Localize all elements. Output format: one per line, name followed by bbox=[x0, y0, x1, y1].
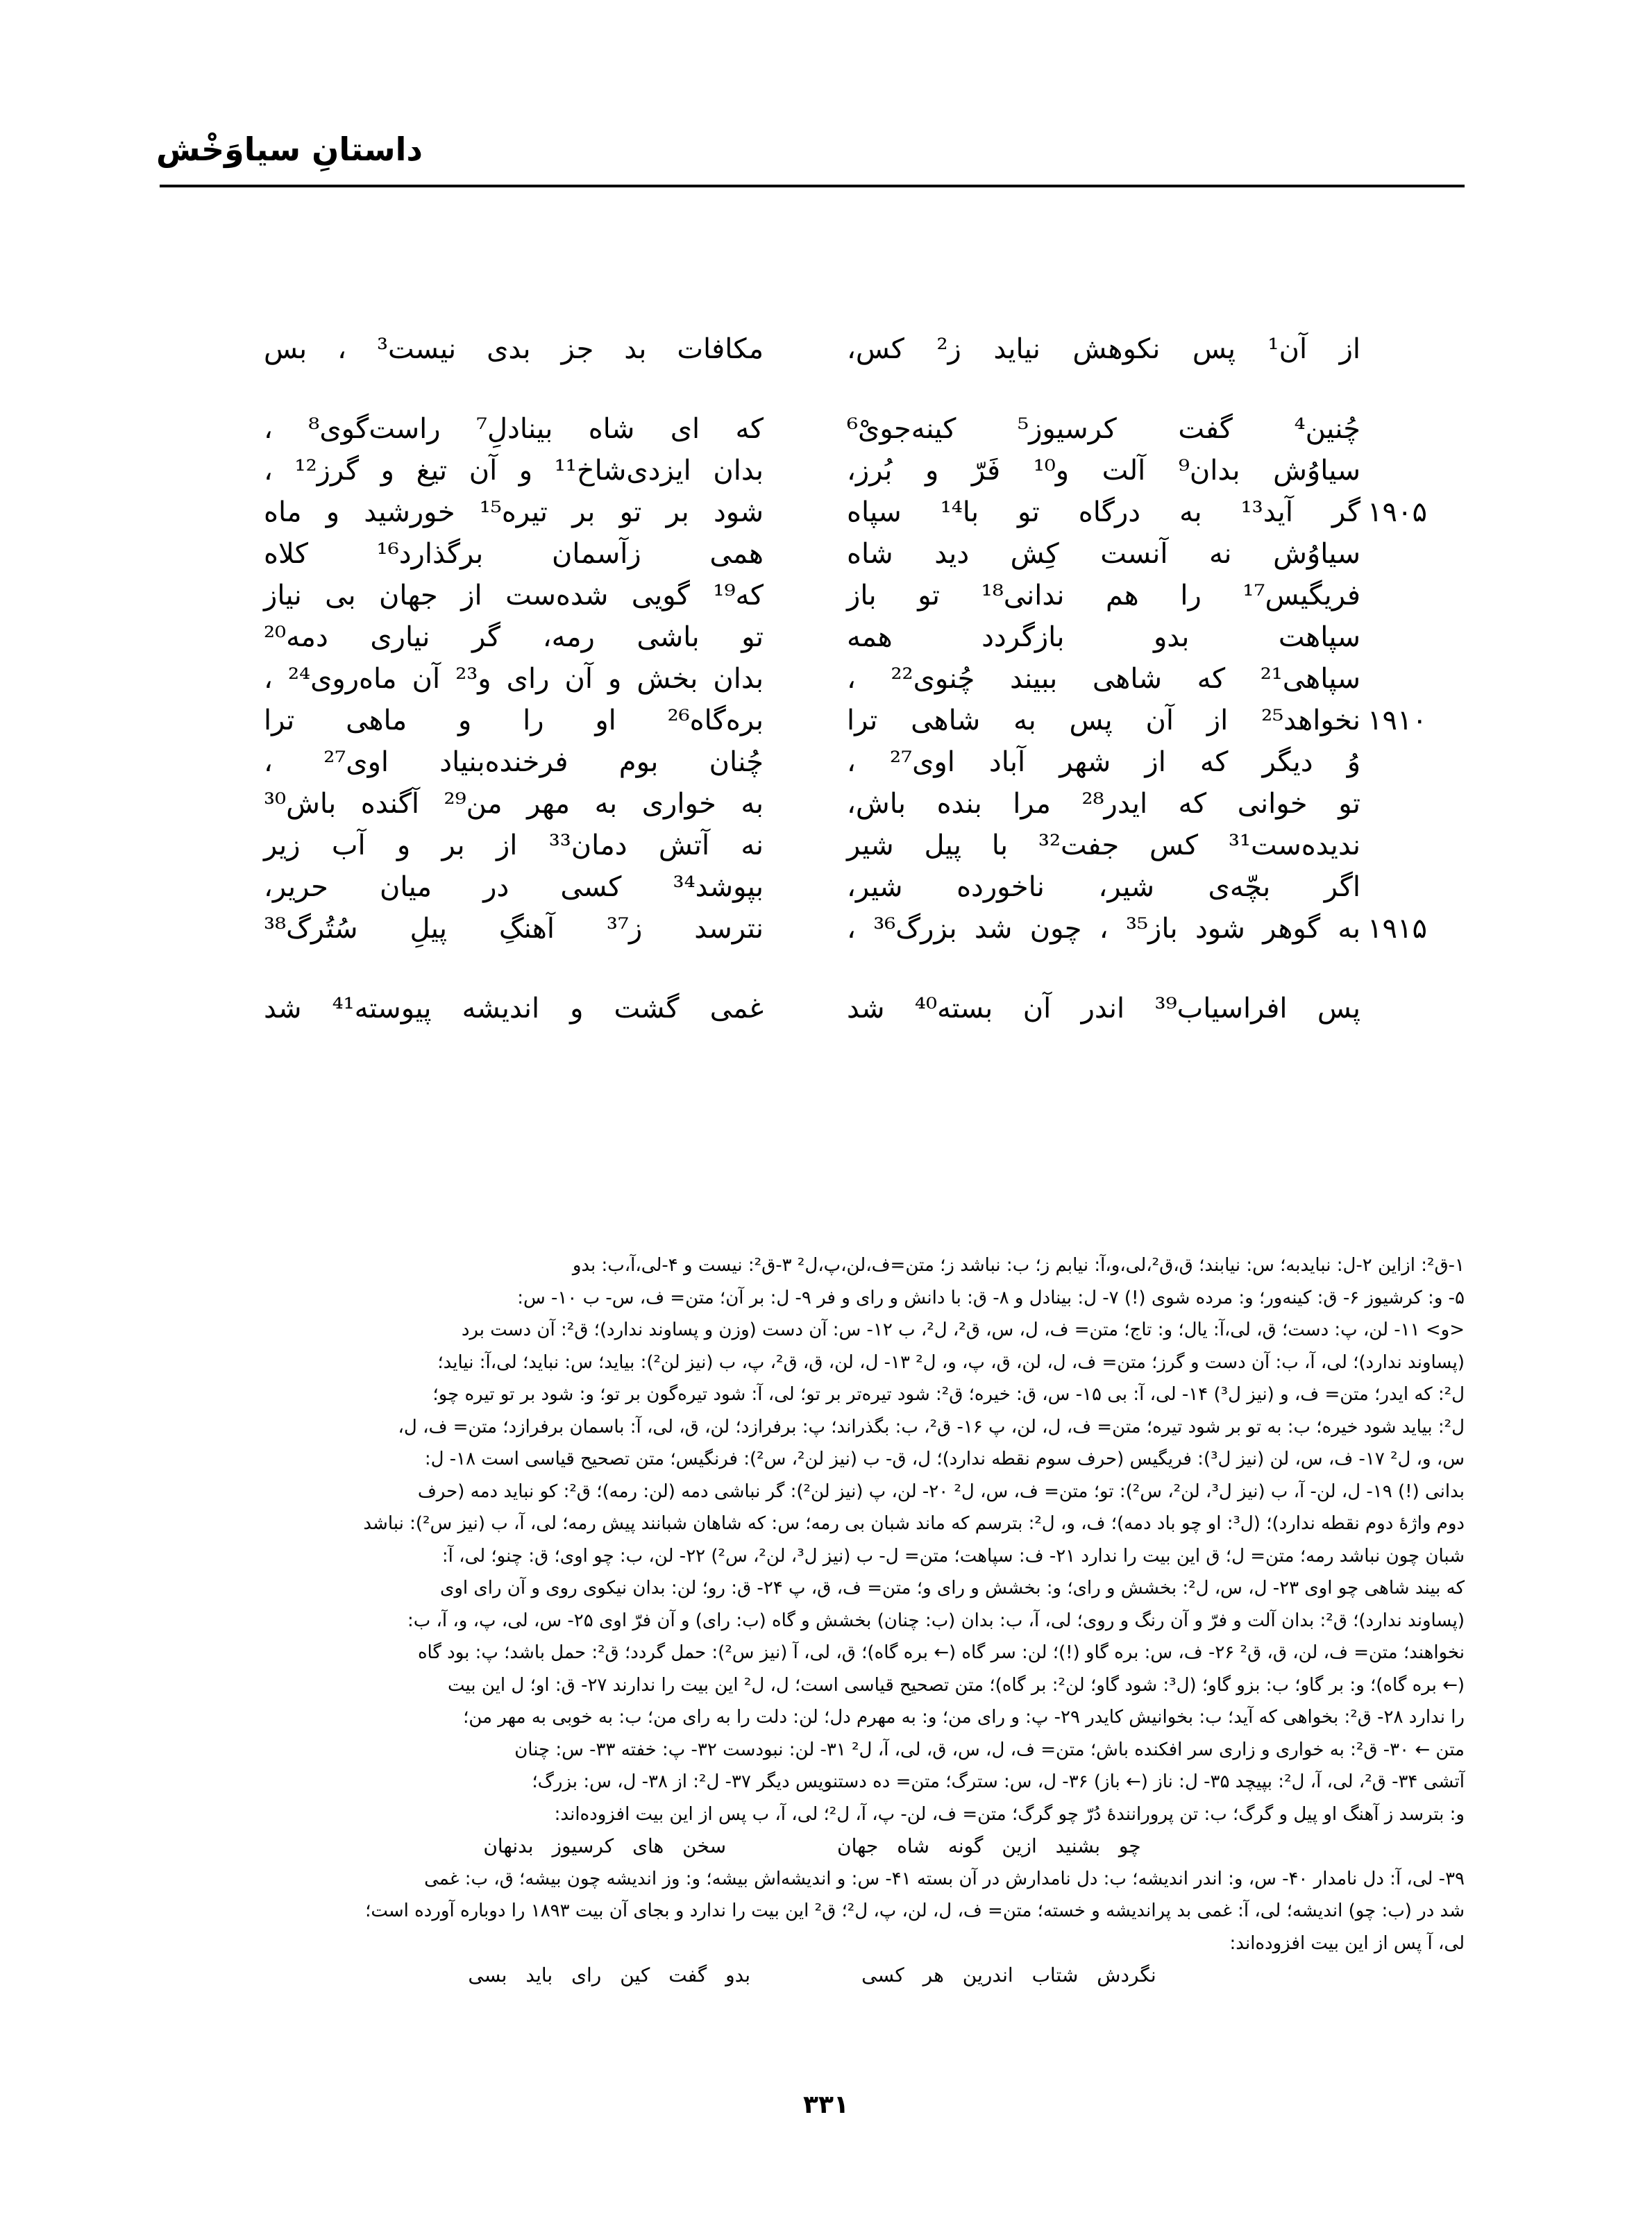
first-hemistich: پس افراسیاب³⁹ اندر آن بسته⁴⁰ شد bbox=[847, 993, 1360, 1024]
first-hemistich: چُنین⁴ گفت کرسیوز⁵ کینه‌جویْ⁶ bbox=[847, 413, 1360, 445]
verse-row bbox=[264, 538, 1458, 580]
second-hemistich: نگردش شتاب اندرین هر کسی bbox=[861, 1964, 1156, 1987]
running-title: داستانِ سیاوَخْش bbox=[156, 130, 423, 168]
second-hemistich: بدان ایزدی‌شاخ¹¹ و آن تیغ و گرز¹² ، bbox=[264, 455, 764, 487]
first-hemistich: اگر بچّه‌ی شیر، ناخورده شیر، bbox=[847, 871, 1360, 903]
footnote-line: <و> ۱۱- لن، پ: دست؛ ق، لی،آ: یال؛ و: تاج؛ متن= ف، ل، س، ق²، ل²، ب ۱۲- س: آن دست (وزن و پساوند ندارد)؛ ق²: آن دست برد bbox=[461, 1319, 1465, 1340]
footnote-line: (← بره گاه)؛ و: بر گاو؛ ب: بزو گاو؛ (ل³: شود گاو؛ لن²: بر گاه)؛ متن تصحیح قیاسی است؛ ل، ل² این بیت را ندارند ۲۷- ق: او؛ ل این بیت bbox=[448, 1674, 1465, 1696]
second-hemistich: بپوشد³⁴ کسی در میان حریر، bbox=[264, 871, 764, 903]
footnote-line: ۱-ق²: ازاین ۲-ل: نباید‌به؛ س: نیابند؛ ق،ق²،لی،و،آ: نیابم ز؛ ب: نباشد ز؛ متن=ف،لن،پ،ل² ۳-ق²: نیست و ۴-لی،آ،ب: بدو bbox=[572, 1255, 1465, 1276]
footnote-line: نخواهند؛ متن= ف، لن، ق، ق² ۲۶- ف، س: بره گاو (!)؛ لن: سر گاه (← بره گاه)؛ ق، لی، آ (نیز س²): حمل گردد؛ ق²: حمل باشد؛ پ: بود گاه bbox=[417, 1642, 1465, 1663]
verse-row bbox=[264, 746, 1458, 788]
second-hemistich: مکافات بد جز بدی نیست³ ، بس bbox=[264, 333, 764, 365]
verse-row bbox=[264, 993, 1458, 1034]
second-hemistich: بره‌گاه²⁶ او را و ماهی ترا bbox=[264, 705, 764, 736]
verse-row bbox=[264, 333, 1458, 375]
verse-number: ۱۹۱۰ bbox=[1367, 705, 1427, 736]
second-hemistich: تو باشی رمه، گر نیاری دمه²⁰ bbox=[264, 621, 764, 653]
second-hemistich: نترسد ز³⁷ آهنگِ پیلِ سُتُرگ³⁸ bbox=[264, 913, 764, 945]
footnote-line: ۳۹- لی، آ: دل نامدار ۴۰- س، و: اندر اندیشه؛ ب: دل نامدارش در آن بسته ۴۱- س: و اندیشه‌اش بیشه؛ و: وز اندیشه چون بیشه؛ ق، ب: غمی bbox=[424, 1868, 1465, 1889]
first-hemistich: تو خوانی که ایدر²⁸ مرا بنده باش، bbox=[847, 788, 1361, 820]
verse-row bbox=[264, 580, 1458, 621]
footnote-line: شد در (ب: چو) اندیشه؛ لی، آ: غمی بد پراندیشه و خسته؛ متن= ف، ل، لن، پ، ل²؛ ق² این بیت را ندارد و بجای آن بیت ۱۸۹۳ را دوباره آورده است؛ bbox=[365, 1900, 1465, 1921]
footnote-line: ل²: بیاید شود خیره؛ ب: به تو بر شود تیره؛ متن= ف، ل، لن، پ ۱۶- ق²، ب: بگذراند؛ پ: برفرازد؛ لن، ق، لی، آ: باسمان برفرازد؛ متن= ف، ل، bbox=[398, 1416, 1465, 1437]
first-hemistich: سپاهت بدو بازگردد همه bbox=[847, 621, 1360, 653]
footnote-line: متن ← ۳۰- ق²: به خواری و زاری سر افکنده باش؛ متن= ف، ل، س، ق، لی، آ، ل² ۳۱- لن: نبودست ۳۲- پ: خفته ۳۳- س: چنان bbox=[514, 1739, 1465, 1760]
verse-number: ۱۹۰۵ bbox=[1367, 496, 1427, 528]
verse-row bbox=[264, 663, 1458, 705]
footnote-line: دوم واژهٔ دوم نقطه ندارد)؛ (ل³: او چو باد دمه)؛ ف، و، ل²: بترسم که ماند شبان بی رمه؛ س: که شاهان شبانند پیش رمه؛ لی، آ، ب (نیز س²): نباشد bbox=[363, 1513, 1465, 1534]
first-hemistich: سیاوُش نه آنست کِش دید شاه bbox=[847, 538, 1360, 570]
verse-number: ۱۹۱۵ bbox=[1367, 913, 1427, 945]
second-hemistich: چُنان بوم فرخنده‌بنیاد اوی²⁷ ، bbox=[264, 746, 764, 778]
footnote-line: بدانی (!) ۱۹- ل، لن- آ، ب (نیز ل³، لن²، س²): تو؛ متن= ف، س، ل² ۲۰- لن، پ (نیز لن²): گر نباشی دمه (لن: رمه)؛ ق²: کو نباید دمه (حرف bbox=[417, 1481, 1465, 1502]
first-hemistich: سپاهی²¹ که شاهی ببیند چُنوی²² ، bbox=[847, 663, 1361, 695]
first-hemistich: وُ دیگر که از شهر آباد اوی²⁷ ، bbox=[847, 746, 1361, 778]
verse-row bbox=[264, 829, 1458, 871]
first-hemistich: نخواهد²⁵ از آن پس به شاهی ترا bbox=[847, 705, 1360, 736]
second-hemistich: بدان بخش و آن رای و²³ آن ماه‌روی²⁴ ، bbox=[264, 663, 764, 695]
footnote-line: ل²: که ایدر؛ متن= ف، و (نیز ل³) ۱۴- لی، آ: بی ۱۵- س، ق: خیره؛ ق²: شود تیره‌تر بر تو؛ لی، آ: شود تیره‌گون بر تو؛ و: شود بر تو تیره چو؛ bbox=[432, 1384, 1465, 1405]
footnote-line: آتشی ۳۴- ق²، لی، آ، ل²: بپیچد ۳۵- ل: ناز (← باز) ۳۶- ل، س: سترگ؛ متن= ده دستنویس دیگر ۳۷- ل²: از ۳۸- ل، س: بزرگ؛ bbox=[532, 1771, 1465, 1792]
first-hemistich: به گوهر شود باز³⁵ ، چون شد بزرگ³⁶ ، bbox=[847, 913, 1360, 945]
second-hemistich: که¹⁹ گویی شده‌ست از جهان بی نیاز bbox=[264, 580, 764, 612]
verse-row bbox=[264, 455, 1458, 496]
second-hemistich: نه آتش دمان³³ از بر و آب زیر bbox=[264, 829, 764, 861]
first-hemistich: بدو گفت کین رای باید بسی bbox=[468, 1964, 751, 1987]
footnote-line: لی، آ پس از این بیت افزوده‌اند: bbox=[1229, 1932, 1465, 1954]
second-hemistich: شود بر تو بر تیره¹⁵ خورشید و ماه bbox=[264, 496, 764, 528]
header-rule bbox=[160, 185, 1465, 187]
footnote-added-verse bbox=[160, 1830, 1465, 1863]
second-hemistich: غمی گشت و اندیشه پیوسته⁴¹ شد bbox=[264, 993, 764, 1024]
page-number: ۳۳۱ bbox=[803, 2091, 849, 2119]
footnote-line: (پساوند ندارد)؛ ق²: بدان آلت و فرّ و آن رنگ و روی؛ لی، آ، ب: بدان (ب: چنان) بخشش و گاه (ب: رای) و آن فرّ اوی ۲۵- س، لی، پ، و، آ، ب: bbox=[407, 1610, 1465, 1631]
verse-row bbox=[264, 871, 1458, 913]
first-hemistich: گر آید¹³ به درگاه تو با¹⁴ سپاه bbox=[847, 496, 1360, 528]
footnote-line: شبان چون نباشد رمه؛ متن= ل؛ ق این بیت را ندارد ۲۱- ف: سپاهت؛ متن= ل- ب (نیز ل³، لن²، س²) ۲۲- لن، ب: چو اوی؛ ق: چنو؛ لی، آ: bbox=[441, 1545, 1465, 1567]
verse-row bbox=[264, 496, 1458, 538]
second-hemistich: همی زآسمان برگذارد¹⁶ کلاه bbox=[264, 538, 764, 570]
first-hemistich: از آن¹ پس نکوهش نیاید ز² کس، bbox=[847, 333, 1360, 365]
first-hemistich: سیاوُش بدان⁹ آلت و¹⁰ فَرّ و بُرز، bbox=[847, 455, 1360, 487]
second-hemistich: چو بشنید ازین گونه شاه جهان bbox=[837, 1835, 1141, 1857]
verse-row bbox=[264, 913, 1458, 954]
footnote-line: (پساوند ندارد)؛ لی، آ، ب: آن دست و گرز؛ متن= ف، ل، لن، ق، پ، و، ل² ۱۳- ل، لن، ق، ق²، پ، ب (نیز لن²): بیاید؛ س: نباید؛ لی،آ: نیاید؛ bbox=[437, 1351, 1465, 1373]
first-hemistich: سخن های کرسیوز بدنهان bbox=[483, 1835, 727, 1857]
footnote-line: ۵- و: کرشیوز ۶- ق: کینه‌ور؛ و: مرده شوی (!) ۷- ل: بینادل و ۸- ق: با دانش و رای و فر ۹- ل: بر آن؛ متن= ف، س- ب ۱۰- س: bbox=[517, 1287, 1465, 1308]
verse-row bbox=[264, 788, 1458, 829]
footnote-line: و: بترسد ز آهنگ او پیل و گرگ؛ ب: تن پرورانندهٔ دُرّ چو گرگ؛ متن= ف، لن- پ، آ، ل²؛ لی، آ، ب پس از این بیت افزوده‌اند: bbox=[554, 1803, 1465, 1825]
first-hemistich: فریگیس¹⁷ را هم ندانی¹⁸ تو باز bbox=[847, 580, 1360, 612]
footnote-line: را ندارد ۲۸- ق²: بخواهی که آید؛ ب: بخوانیش کایدر ۲۹- پ: و رای من؛ و: به مهرم دل؛ لن: دلت را به رای من؛ ب: به خوبی به مهر من؛ bbox=[463, 1707, 1465, 1728]
second-hemistich: به خواری به مهر من²⁹ آگنده باش³⁰ bbox=[264, 788, 764, 820]
footnote-line: که بیند شاهی چو اوی ۲۳- ل، س، ل²: بخشش و رای؛ و: بخشش و رای و؛ متن= ف، ق، پ ۲۴- ق: رو؛ لن: بدان نیکوی روی و آن رای اوی bbox=[439, 1578, 1465, 1599]
first-hemistich: ندیده‌ست³¹ کس جفت³² با پیل شیر bbox=[847, 829, 1360, 861]
footnotes bbox=[160, 1249, 1465, 1992]
verse-row bbox=[264, 413, 1458, 455]
verse-row bbox=[264, 705, 1458, 746]
footnote-added-verse bbox=[160, 1959, 1465, 1992]
verse-row bbox=[264, 621, 1458, 663]
second-hemistich: که ای شاه بینادلِ⁷ راست‌گوی⁸ ، bbox=[264, 413, 764, 445]
footnote-line: س، و، ل² ۱۷- ف، س، لن (نیز ل³): فریگیس (حرف سوم نقطه ندارد)؛ ل، ق- ب (نیز لن²، س²): فرنگیس؛ متن تصحیح قیاسی است ۱۸- ل: bbox=[424, 1449, 1465, 1469]
